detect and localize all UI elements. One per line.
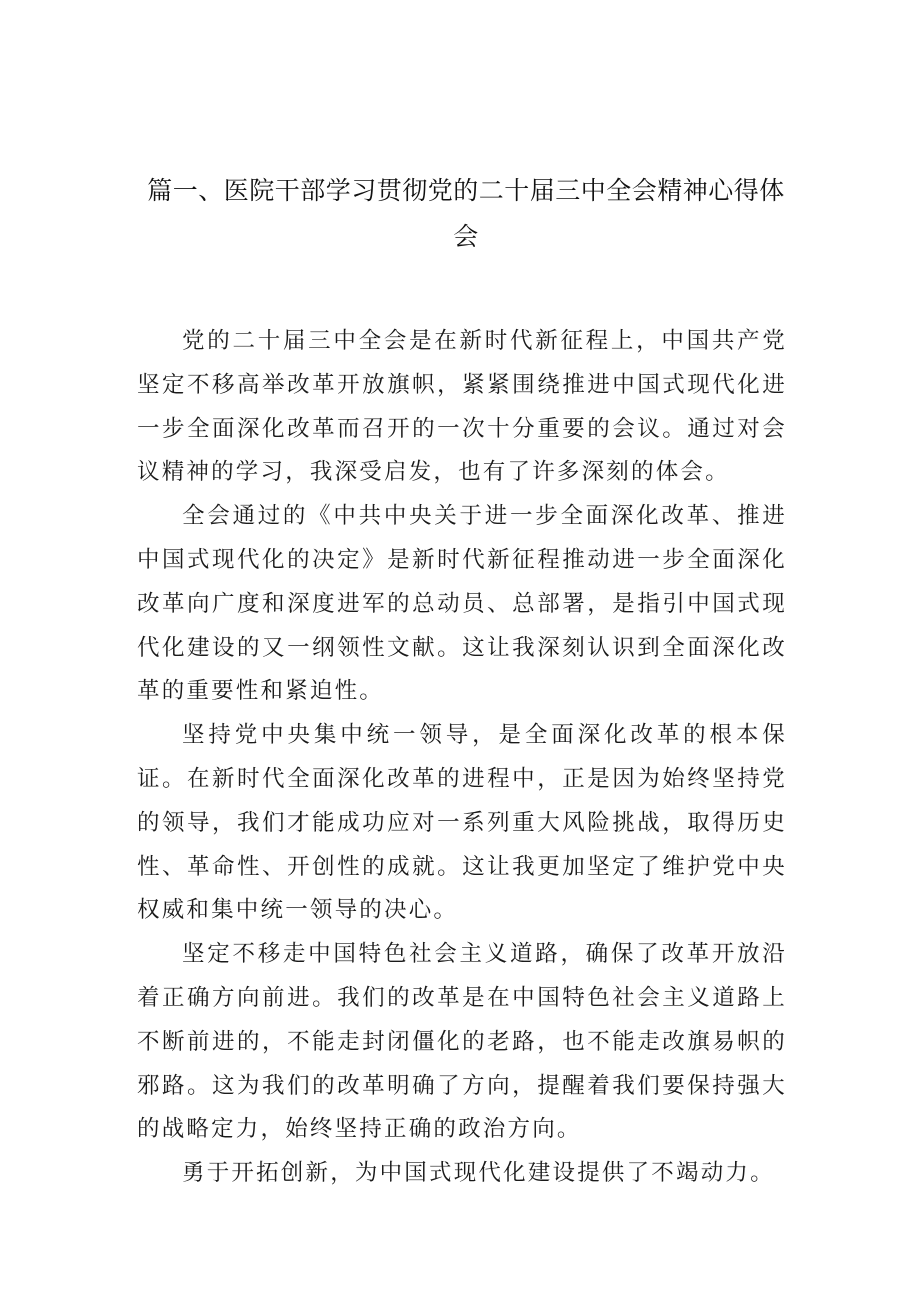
document-body bbox=[137, 320, 787, 1196]
paragraph: 党的二十届三中全会是在新时代新征程上，中国共产党坚定不移高举改革开放旗帜，紧紧围绕推进中国式现代化进一步全面深化改革而召开的一次十分重要的会议。通过对会议精神的学习，我深受启发，也有了许多深刻的体会。 bbox=[137, 328, 787, 486]
paragraph: 坚持党中央集中统一领导，是全面深化改革的根本保证。在新时代全面深化改革的进程中，正是因为始终坚持党的领导，我们才能成功应对一系列重大风险挑战，取得历史性、革命性、开创性的成就。这让我更加坚定了维护党中央权威和集中统一领导的决心。 bbox=[137, 722, 787, 924]
title-line-2: 会 bbox=[453, 222, 479, 251]
paragraph: 坚定不移走中国特色社会主义道路，确保了改革开放沿着正确方向前进。我们的改革是在中国特色社会主义道路上不断前进的，不能走封闭僵化的老路，也不能走改旗易帜的邪路。这为我们的改革明确了方向，提醒着我们要保持强大的战略定力，始终坚持正确的政治方向。 bbox=[137, 941, 787, 1143]
document-title bbox=[136, 168, 796, 260]
title-line-1: 篇一、医院干部学习贯彻党的二十届三中全会精神心得体 bbox=[147, 176, 785, 205]
paragraph: 勇于开拓创新，为中国式现代化建设提供了不竭动力。 bbox=[182, 1160, 775, 1187]
paragraph: 全会通过的《中共中央关于进一步全面深化改革、推进中国式现代化的决定》是新时代新征程推动进一步全面深化改革向广度和深度进军的总动员、总部署，是指引中国式现代化建设的又一纲领性文献。这让我深刻认识到全面深化改革的重要性和紧迫性。 bbox=[137, 503, 787, 705]
